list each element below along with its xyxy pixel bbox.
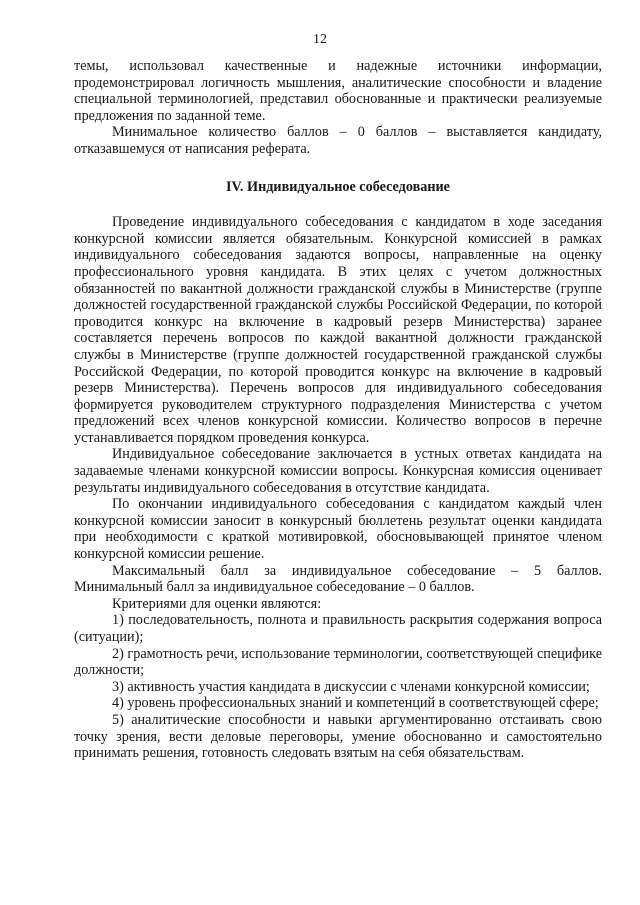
- section-heading: IV. Индивидуальное собеседование: [226, 178, 450, 195]
- body-paragraph: По окончании индивидуального собеседования с кандидатом каждый член конкурсной комиссии заносит в конкурсный бюллетень результат оценки кандидата при необходимости с краткой мотивировкой, обосновывающей принятое членом конкурсной комиссии решение.: [74, 496, 602, 563]
- criteria-item: 3) активность участия кандидата в дискуссии с членами конкурсной комиссии;: [112, 678, 590, 695]
- intro-paragraph: темы, использовал качественные и надежные источники информации, продемонстрировал логичность мышления, аналитические способности и владение специальной терминологией, представил обоснованные и практически реализуемые предложения по заданной теме.: [74, 58, 602, 124]
- body-paragraph: Максимальный балл за индивидуальное собеседование – 5 баллов. Минимальный балл за индивидуальное собеседование – 0 баллов.: [74, 562, 602, 596]
- criteria-item: 5) аналитические способности и навыки аргументированно отстаивать свою точку зрения, вести деловые переговоры, умение обоснованно и самостоятельно принимать решения, готовность следовать взятым на себя обязательствам.: [74, 711, 602, 762]
- criteria-item: 2) грамотность речи, использование терминологии, соответствующей специфике должности;: [74, 645, 602, 679]
- body-paragraph: Проведение индивидуального собеседования с кандидатом в ходе заседания конкурсной комиссии является обязательным. Конкурсной комиссией в рамках индивидуального собеседования задаются вопросы, направленные на оценку профессионального уровня кандидата. В этих целях с учетом должностных обязанностей по вакантной должности гражданской службы в Министерстве (группе должностей государственной гражданской службы Российской Федерации, по которой проводится конкурс на включение в кадровый резерв Министерства) заранее составляется перечень вопросов по каждой вакантной должности гражданской службы в Министерстве (группе должностей государственной гражданской службы Российской Федерации, по которой проводится конкурс на включение в кадровый резерв Министерства). Перечень вопросов для индивидуального собеседования формируется руководителем структурного подразделения Министерства с учетом предложений всех членов конкурсной комиссии. Количество вопросов в перечне устанавливается порядком проведения конкурса.: [74, 214, 602, 446]
- page-number: 12: [313, 32, 327, 47]
- criteria-item: 1) последовательность, полнота и правильность раскрытия содержания вопроса (ситуации);: [74, 612, 602, 645]
- page-content: [74, 58, 602, 762]
- body-paragraph: Критериями для оценки являются:: [112, 595, 322, 612]
- body-paragraph: Индивидуальное собеседование заключается в устных ответах кандидата на задаваемые членами конкурсной комиссии вопросы. Конкурсная комиссия оценивает результаты индивидуального собеседования в отсутствие кандидата.: [74, 446, 602, 496]
- criteria-item: 4) уровень профессиональных знаний и компетенций в соответствующей сфере;: [112, 695, 599, 712]
- intro-paragraph: Минимальное количество баллов – 0 баллов – выставляется кандидату, отказавшемуся от написания реферата.: [74, 124, 602, 157]
